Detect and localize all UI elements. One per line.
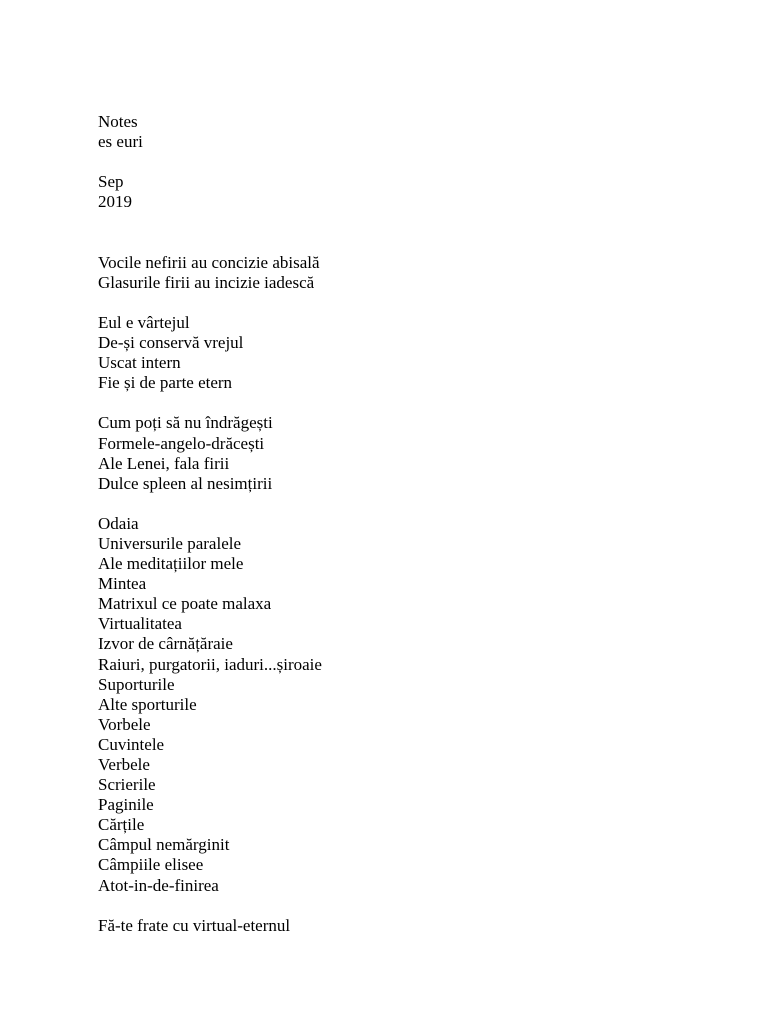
poem-line: Suporturile [98,674,175,694]
spacer [98,896,718,916]
stanza-2 [98,313,718,393]
poem-line: Eul e vârtejul [98,312,190,332]
doc-subtitle: es euri [98,132,143,152]
poem-line: Dulce spleen al nesimțirii [98,473,273,493]
poem-body [98,112,718,936]
poem-line: Formele-angelo-drăcești [98,433,265,453]
poem-line: Mintea [98,574,147,594]
poem-line: Scrierile [98,775,156,795]
poem-line: Virtualitatea [98,614,182,634]
stanza-5 [98,916,718,936]
poem-line: Verbele [98,755,150,774]
spacer [98,212,718,252]
poem-line: Vocile nefirii au concizie abisală [98,252,320,272]
poem-line: Cuvintele [98,734,165,754]
doc-month: Sep [98,172,124,192]
poem-line: Glasurile firii au incizie iadescă [98,272,315,292]
poem-line: Uscat intern [98,353,181,373]
poem-line: Câmpiile elisee [98,855,204,875]
poem-line: Fie și de parte etern [98,373,233,393]
spacer [98,494,718,514]
stanza-1 [98,253,718,293]
poem-line: Alte sporturile [98,694,197,714]
poem-line: Atot-in-de-finirea [98,875,219,895]
poem-line: Câmpul nemărginit [98,835,230,855]
spacer [98,293,718,313]
poem-line: Cum poți să nu îndrăgești [98,413,273,433]
poem-line: Fă-te frate cu virtual-eternul [98,915,291,935]
poem-line: Paginile [98,795,154,815]
poem-line: Universurile paralele [98,533,242,553]
doc-title: Notes [98,112,138,131]
poem-line: Matrixul ce poate malaxa [98,594,272,614]
stanza-3 [98,413,718,493]
spacer [98,152,718,172]
poem-line: Vorbele [98,714,151,734]
poem-line: Izvor de cârnățăraie [98,634,233,654]
poem-line: Ale Lenei, fala firii [98,453,230,473]
spacer [98,393,718,413]
stanza-4 [98,514,718,896]
poem-line: Ale meditațiilor mele [98,554,244,574]
doc-year: 2019 [98,192,132,212]
poem-line: Raiuri, purgatorii, iaduri...șiroaie [98,654,322,674]
poem-line: Cărțile [98,815,145,835]
poem-line: Odaia [98,513,139,533]
poem-line: De-și conservă vrejul [98,333,244,353]
